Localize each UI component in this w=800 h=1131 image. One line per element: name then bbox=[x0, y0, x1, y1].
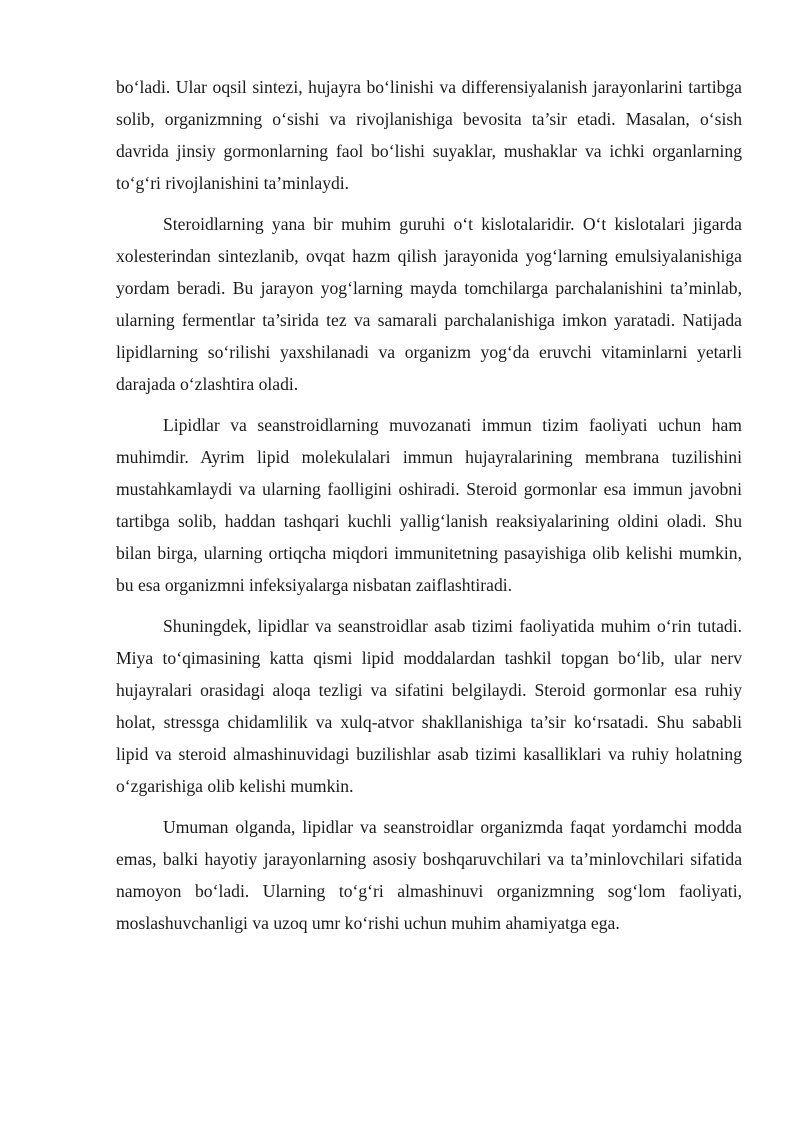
document-body bbox=[116, 71, 742, 948]
paragraph-continuation: bo‘ladi. Ular oqsil sintezi, hujayra bo‘linishi va differensiyalanish jarayonlarini tartibga solib, organizmning o‘sishi va rivojlanishiga bevosita ta’sir etadi. Masalan, o‘sish davrida jinsiy gormonlarning faol bo‘lishi suyaklar, mushaklar va ichki organlarning to‘g‘ri rivojlanishini ta’minlaydi. bbox=[116, 77, 742, 193]
paragraph-immune-system: Lipidlar va seanstroidlarning muvozanati immun tizim faoliyati uchun ham muhimdir. Ayrim lipid molekulalari immun hujayralarining membrana tuzilishini mustahkamlaydi va ularning faolligini oshiradi. Steroid gormonlar esa immun javobni tartibga solib, haddan tashqari kuchli yallig‘lanish reaksiyalarining oldini oladi. Shu bilan birga, ularning ortiqcha miqdori immunitetning pasayishiga olib kelishi mumkin, bu esa organizmni infeksiyalarga nisbatan zaiflashtiradi. bbox=[116, 415, 742, 595]
paragraph-conclusion: Umuman olganda, lipidlar va seanstroidlar organizmda faqat yordamchi modda emas, balki hayotiy jarayonlarning asosiy boshqaruvchilari va ta’minlovchilari sifatida namoyon bo‘ladi. Ularning to‘g‘ri almashinuvi organizmning sog‘lom faoliyati, moslashuvchanligi va uzoq umr ko‘rishi uchun muhim ahamiyatga ega. bbox=[116, 817, 742, 933]
paragraph-bile-acids: Steroidlarning yana bir muhim guruhi o‘t kislotalaridir. O‘t kislotalari jigarda xolesterindan sintezlanib, ovqat hazm qilish jarayonida yog‘larning emulsiyalanishiga yordam beradi. Bu jarayon yog‘larning mayda tomchilarga parchalanishini ta’minlab, ularning fermentlar ta’sirida tez va samarali parchalanishiga imkon yaratadi. Natijada lipidlarning so‘rilishi yaxshilanadi va organizm yog‘da eruvchi vitaminlarni yetarli darajada o‘zlashtira oladi. bbox=[116, 214, 742, 394]
paragraph-nervous-system: Shuningdek, lipidlar va seanstroidlar asab tizimi faoliyatida muhim o‘rin tutadi. Miya to‘qimasining katta qismi lipid moddalardan tashkil topgan bo‘lib, ular nerv hujayralari orasidagi aloqa tezligi va sifatini belgilaydi. Steroid gormonlar esa ruhiy holat, stressga chidamlilik va xulq-atvor shakllanishiga ta’sir ko‘rsatadi. Shu sababli lipid va steroid almashinuvidagi buzilishlar asab tizimi kasalliklari va ruhiy holatning o‘zgarishiga olib kelishi mumkin. bbox=[116, 616, 742, 796]
